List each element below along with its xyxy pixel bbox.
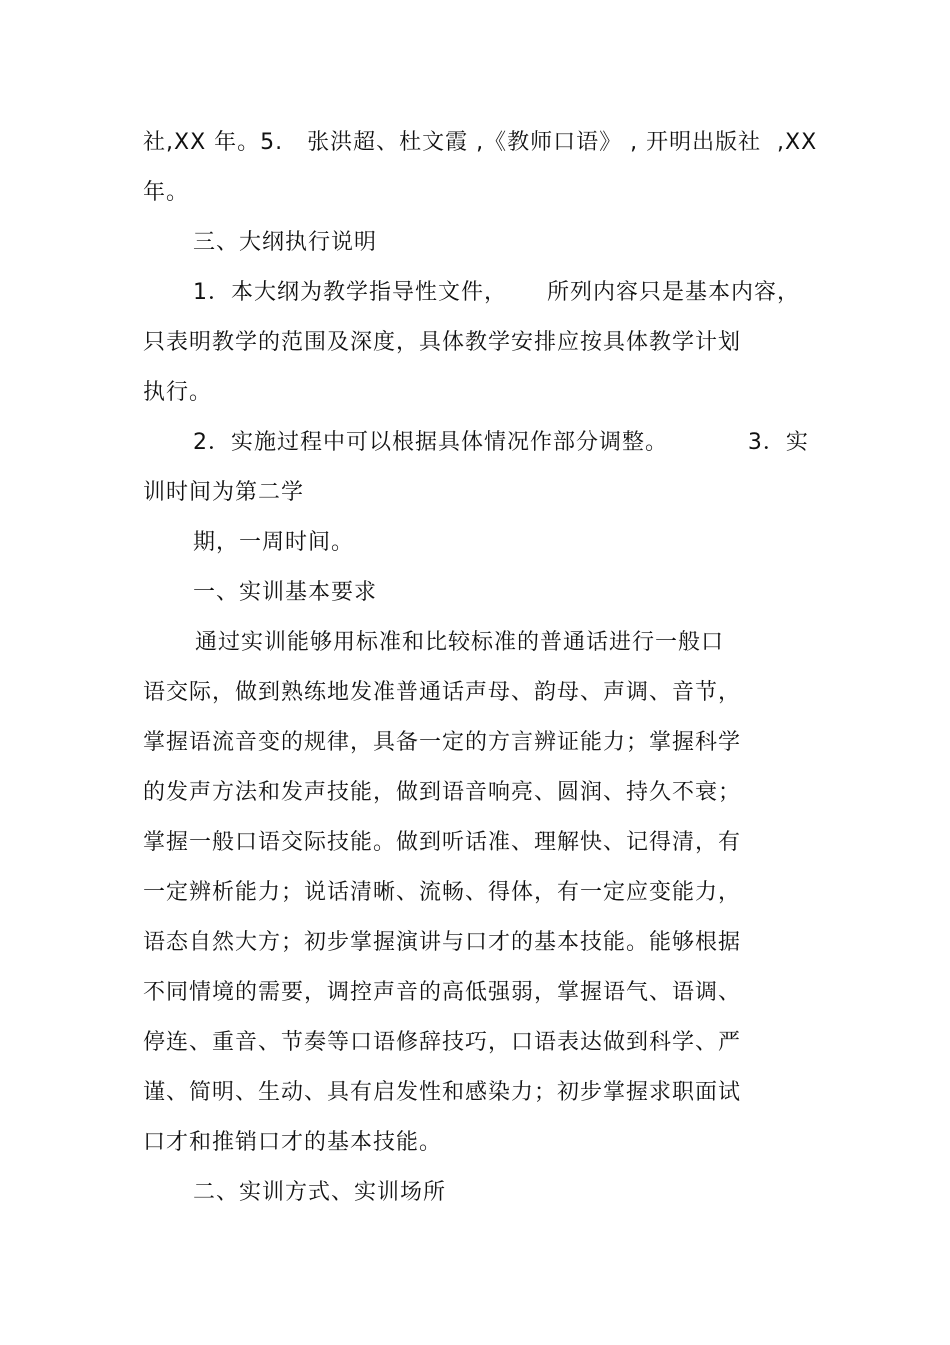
section-heading: 一、实训基本要求	[193, 580, 378, 605]
text-line: 社,XX 年。5. 张洪超、杜文霞 ,《教师口语》 , 开明出版社 ,XX	[143, 130, 818, 155]
text-line: 只表明教学的范围及深度，具体教学安排应按具体教学计划	[143, 330, 742, 355]
text-line: 训时间为第二学	[143, 480, 305, 505]
text-line: 停连、重音、节奏等口语修辞技巧，口语表达做到科学、严	[143, 1030, 742, 1055]
text-line: 1．本大纲为教学指导性文件， 所列内容只是基本内容，	[193, 280, 800, 305]
text-line: 不同情境的需要，调控声音的高低强弱，掌握语气、语调、	[143, 980, 742, 1005]
text-line: 谨、简明、生动、具有启发性和感染力；初步掌握求职面试	[143, 1080, 742, 1105]
text-line: 年。	[143, 180, 190, 205]
text-line: 2．实施过程中可以根据具体情况作部分调整。 3．实	[193, 430, 809, 455]
text-line: 语交际，做到熟练地发准普通话声母、韵母、声调、音节，	[143, 680, 742, 705]
text-line: 掌握语流音变的规律，具备一定的方言辨证能力；掌握科学	[143, 730, 742, 755]
text-line: 通过实训能够用标准和比较标准的普通话进行一般口	[195, 630, 725, 655]
text-line: 期，一周时间。	[193, 530, 355, 555]
section-heading: 三、大纲执行说明	[193, 230, 378, 255]
text-line: 语态自然大方；初步掌握演讲与口才的基本技能。能够根据	[143, 930, 742, 955]
text-line: 的发声方法和发声技能，做到语音响亮、圆润、持久不衰；	[143, 780, 742, 805]
section-heading: 二、实训方式、实训场所	[193, 1180, 447, 1205]
text-line: 口才和推销口才的基本技能。	[143, 1130, 443, 1155]
text-line: 执行。	[143, 380, 213, 405]
text-line: 一定辨析能力；说话清晰、流畅、得体，有一定应变能力，	[143, 880, 742, 905]
text-line: 掌握一般口语交际技能。做到听话准、理解快、记得清，有	[143, 830, 742, 855]
